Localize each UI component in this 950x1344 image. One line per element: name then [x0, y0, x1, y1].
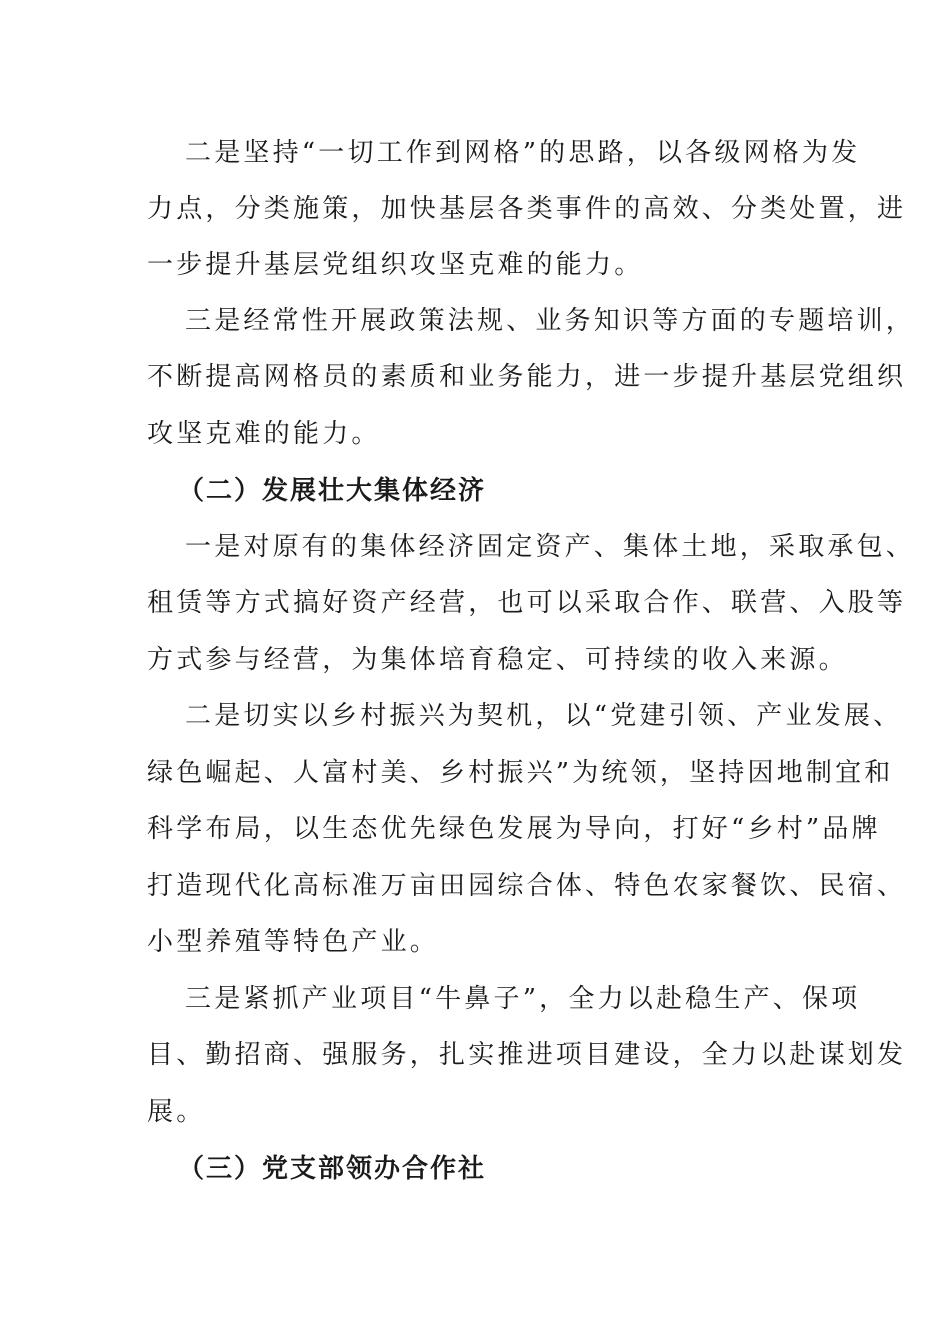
paragraph-line: 打造现代化高标准万亩田园综合体、特色农家餐饮、民宿、	[147, 871, 907, 901]
paragraph-line: 租赁等方式搞好资产经营，也可以采取合作、联营、入股等	[147, 588, 907, 618]
paragraph-line: 展。	[147, 1097, 206, 1127]
paragraph-line: 科学布局，以生态优先绿色发展为导向，打好“乡村”品牌	[147, 814, 881, 844]
paragraph-line: 攻坚克难的能力。	[147, 419, 381, 449]
paragraph-line: 目、勤招商、强服务，扎实推进项目建设，全力以赴谋划发	[147, 1040, 907, 1070]
paragraph-line: 方式参与经营，为集体培育稳定、可持续的收入来源。	[147, 645, 848, 675]
paragraph-line: 小型养殖等特色产业。	[147, 927, 440, 957]
paragraph-line: 不断提高网格员的素质和业务能力，进一步提升基层党组织	[147, 362, 907, 392]
paragraph-line: 三是紧抓产业项目“牛鼻子”，全力以赴稳生产、保项	[185, 984, 861, 1014]
paragraph-line: 一是对原有的集体经济固定资产、集体土地，采取承包、	[185, 532, 916, 562]
section-heading: （三）党支部领办合作社	[178, 1154, 487, 1184]
paragraph-line: 二是切实以乡村振兴为契机，以“党建引领、产业发展、	[185, 701, 903, 731]
paragraph-line: 三是经常性开展政策法规、业务知识等方面的专题培训，	[185, 306, 916, 336]
section-heading: （二）发展壮大集体经济	[178, 476, 487, 506]
paragraph-line: 一步提升基层党组织攻坚克难的能力。	[147, 250, 644, 280]
paragraph-line: 力点，分类施策，加快基层各类事件的高效、分类处置，进	[147, 194, 907, 224]
paragraph-line: 二是坚持“一切工作到网格”的思路，以各级网格为发	[185, 138, 861, 168]
paragraph-line: 绿色崛起、人富村美、乡村振兴”为统领，坚持因地制宜和	[147, 758, 894, 788]
